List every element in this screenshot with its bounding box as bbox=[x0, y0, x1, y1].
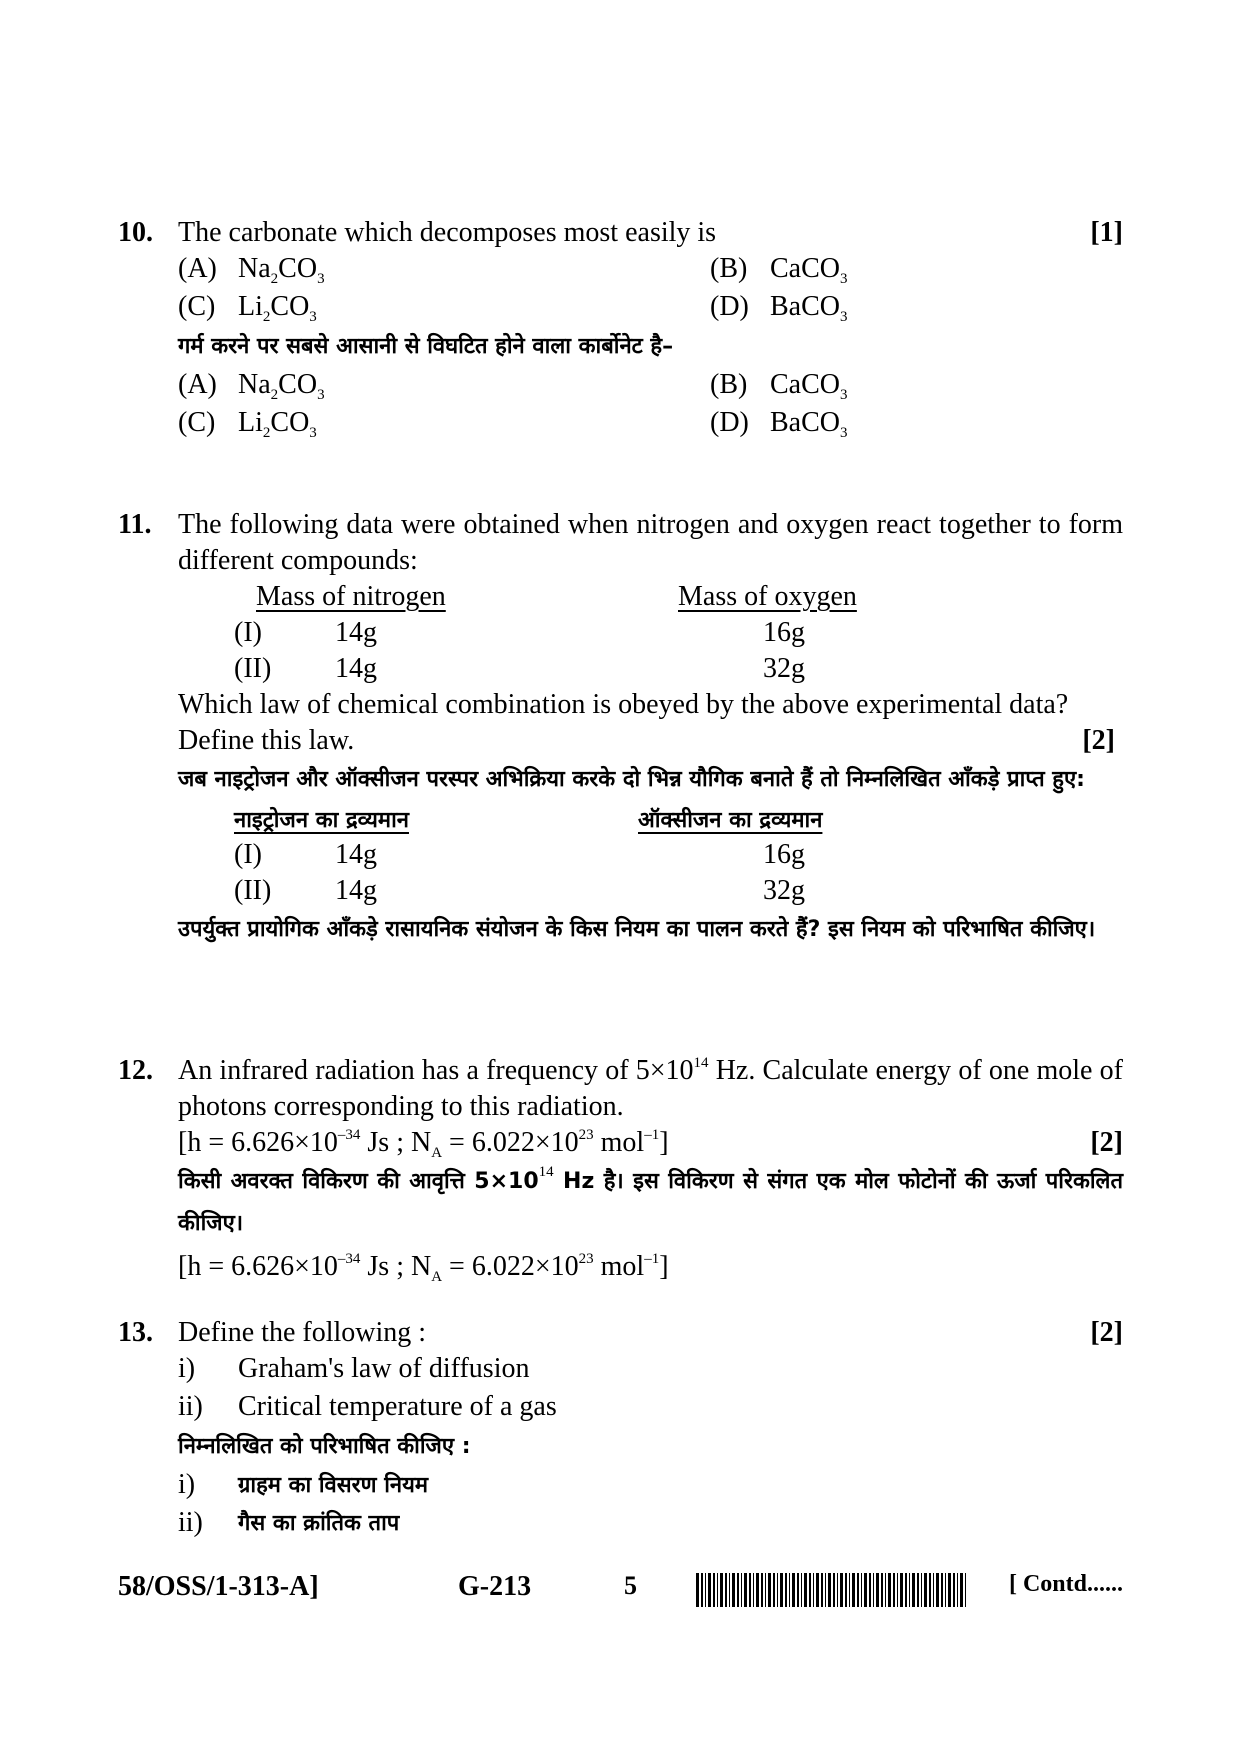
question-text: Which law of chemical combination is obeyed by the above experimental data? bbox=[178, 689, 1069, 720]
marks: [1] bbox=[1090, 217, 1123, 248]
option-b: (B) CaCO$_3$ bbox=[710, 253, 848, 287]
question-intro: The following data were obtained when nitrogen and oxygen react together to form different compounds: bbox=[178, 509, 1123, 576]
list-item: ii) Critical temperature of a gas bbox=[178, 1391, 557, 1422]
question-number: 13. bbox=[118, 1317, 153, 1348]
option-d: (D) BaCO$_3$ bbox=[710, 407, 848, 441]
series-code: G-213 bbox=[458, 1571, 532, 1602]
question-intro-hindi: जब नाइट्रोजन और ऑक्सीजन परस्पर अभिक्रिया करके दो भिन्न यौगिक बनाते हैं तो निम्नलिखित आँकड़े प्राप्त हुए: bbox=[178, 767, 1085, 792]
list-item: i) Graham's law of diffusion bbox=[178, 1353, 530, 1384]
option-c: (C) $Li_2CO_3$ bbox=[178, 407, 317, 441]
marks: [2] bbox=[1082, 725, 1115, 756]
items-en bbox=[178, 1351, 1123, 1427]
column-header: ऑक्सीजन का द्रव्यमान bbox=[638, 808, 823, 833]
question-12 bbox=[118, 1053, 1123, 1285]
question-text: Define the following : bbox=[178, 1317, 427, 1348]
question-text: An infrared radiation has a frequency of $5\times 10^{14}$ Hz. Calculate energy of one mole of photons corresponding to this radiation. bbox=[178, 1055, 1123, 1122]
question-text-2: Define this law. [2] bbox=[178, 723, 1123, 759]
paper-code: 58/OSS/1-313-A] bbox=[118, 1571, 319, 1602]
page-footer bbox=[118, 1571, 1123, 1611]
question-text: The carbonate which decomposes most easily is bbox=[178, 217, 717, 248]
option-a: (A) $Na_2CO_3$ bbox=[178, 369, 325, 403]
data-table-header bbox=[178, 579, 1123, 615]
column-header: नाइट्रोजन का द्रव्यमान bbox=[234, 808, 409, 833]
list-item: ii) गैस का क्रांतिक ताप bbox=[178, 1507, 400, 1538]
constants-hindi: [$h = 6.626\times 10^{-34}$ Js ; $N_A = 6.022\times 10^{23}$ mol$^{-1}$] bbox=[178, 1251, 669, 1285]
question-13 bbox=[118, 1315, 1123, 1543]
option-c: (C) $Li_2CO_3$ bbox=[178, 291, 317, 325]
column-header: Mass of nitrogen bbox=[256, 581, 446, 612]
question-text-hindi: निम्नलिखित को परिभाषित कीजिए : bbox=[178, 1434, 471, 1459]
question-number: 12. bbox=[118, 1055, 153, 1086]
question-10 bbox=[118, 215, 1123, 443]
question-number: 10. bbox=[118, 217, 153, 248]
options-en bbox=[178, 251, 1123, 327]
table-row: (I) 14g 16g bbox=[234, 839, 805, 870]
question-text-hindi: गर्म करने पर सबसे आसानी से विघटित होने वाला कार्बोनेट है– bbox=[178, 334, 674, 359]
options-hi bbox=[178, 367, 1123, 443]
option-a: (A) $Na_2CO_3$ bbox=[178, 253, 325, 287]
table-row: (II) 14g 32g bbox=[234, 875, 805, 906]
option-d: (D) BaCO$_3$ bbox=[710, 291, 848, 325]
marks: [2] bbox=[1090, 1127, 1123, 1158]
question-number: 11. bbox=[118, 509, 152, 540]
question-text-hindi: उपर्युक्त प्रायोगिक आँकड़े रासायनिक संयोजन के किस नियम का पालन करते हैं? इस नियम को परिभाषित कीजिए। bbox=[178, 917, 1096, 942]
table-row: (I) 14g 16g bbox=[234, 617, 805, 648]
marks: [2] bbox=[1090, 1317, 1123, 1348]
items-hi bbox=[178, 1467, 1123, 1543]
column-header: Mass of oxygen bbox=[678, 581, 857, 612]
page-number: 5 bbox=[624, 1571, 637, 1600]
list-item: i) ग्राहम का विसरण नियम bbox=[178, 1469, 429, 1500]
barcode-icon bbox=[696, 1573, 966, 1607]
question-11 bbox=[118, 507, 1123, 951]
continued-label: [ Contd...... bbox=[1008, 1571, 1123, 1597]
data-table-header-hindi bbox=[178, 801, 1123, 837]
question-text-hindi: किसी अवरक्त विकिरण की आवृत्ति $5\times 10^{14}$ Hz है। इस विकिरण से संगत एक मोल फोटोनों की ऊर्जा परिकलित कीजिए। bbox=[178, 1164, 1124, 1236]
option-b: (B) CaCO$_3$ bbox=[710, 369, 848, 403]
table-row: (II) 14g 32g bbox=[234, 653, 805, 684]
constants: [$h = 6.626\times 10^{-34}$ Js ; $N_A = 6.022\times 10^{23}$ mol$^{-1}$] [2] bbox=[178, 1127, 1123, 1161]
